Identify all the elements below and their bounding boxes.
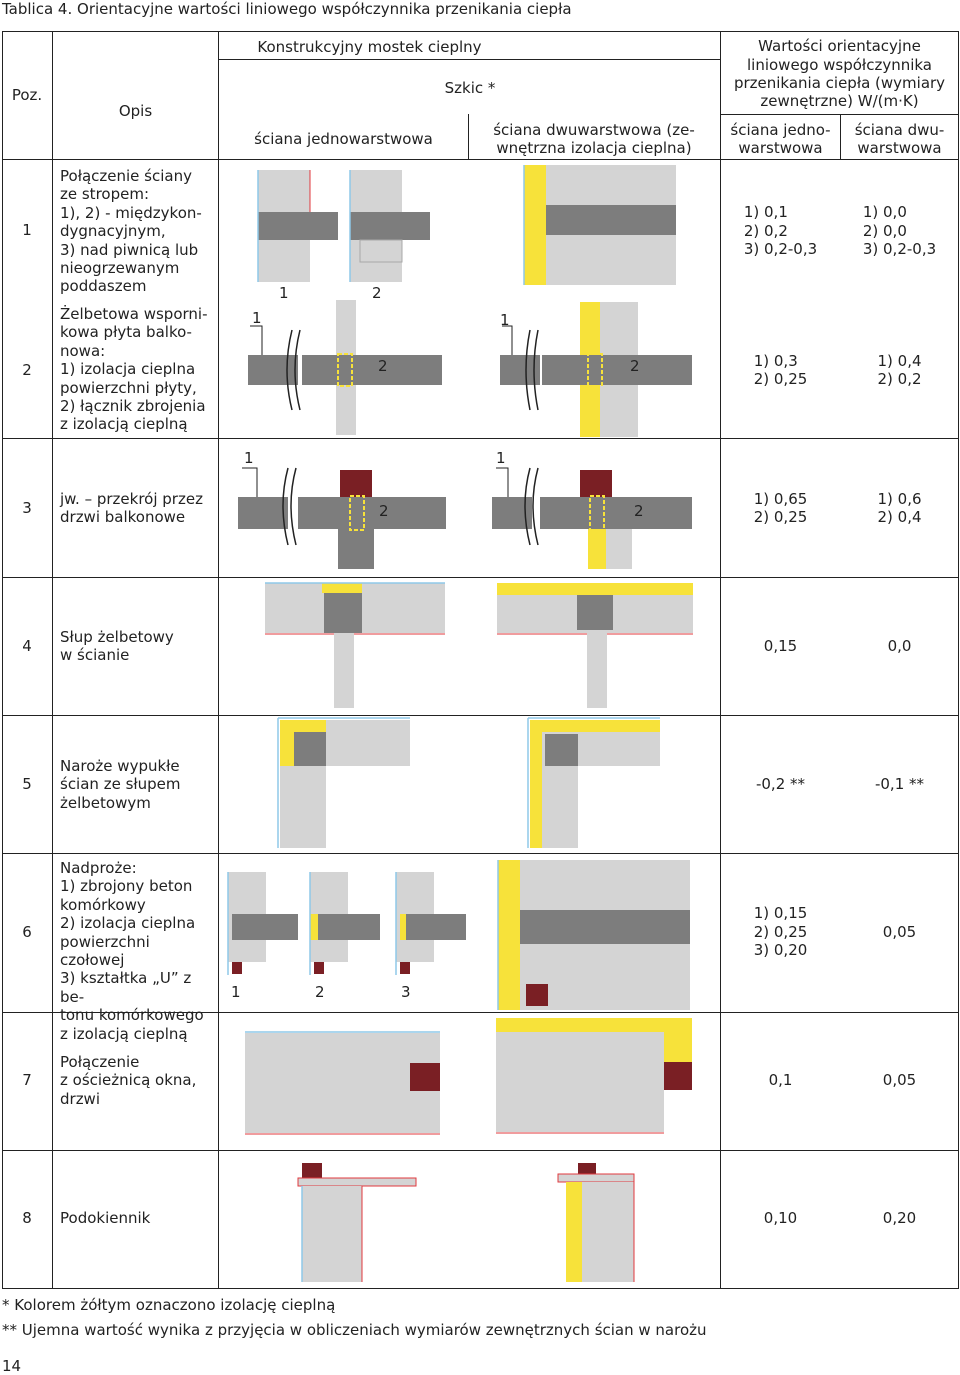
row-7-poz: 7 bbox=[22, 1070, 32, 1089]
header-sciana-dwu: ściana dwuwarstwowa (ze- wnętrzna izolacja cieplna) bbox=[493, 120, 695, 157]
row-8-value-dwu: 0,20 bbox=[882, 1208, 917, 1227]
sketch-label-1: 1 bbox=[244, 449, 254, 467]
footnote-2: ** Ujemna wartość wynika z przyjęcia w obliczeniach wymiarów zewnętrznych ścian w narożu bbox=[2, 1321, 707, 1339]
sketch-label-2: 2 bbox=[630, 357, 640, 375]
sketch-label-2: 2 bbox=[378, 357, 388, 375]
row-1-value-jedno: 1) 0,1 2) 0,2 3) 0,2-0,3 bbox=[743, 203, 818, 259]
row-7-value-jedno: 0,1 bbox=[768, 1070, 793, 1089]
sketch-row1-jedno-1 bbox=[258, 170, 338, 282]
row-4-opis: Słup żelbetowy w ścianie bbox=[60, 628, 174, 665]
sketch-row1-jedno-2 bbox=[350, 170, 430, 282]
row-4-value-jedno: 0,15 bbox=[763, 636, 798, 655]
header-val-jedno: ściana jedno- warstwowa bbox=[730, 120, 831, 157]
row-6-opis: Nadproże: 1) zbrojony beton komórkowy 2) izolacja cieplna powierzchni czołowej 3) kształtka „U” z be- tonu komórkowego z izolacją cieplną bbox=[60, 859, 204, 1043]
row-2-value-jedno: 1) 0,3 2) 0,25 bbox=[753, 351, 808, 388]
sketch-label-2: 2 bbox=[634, 502, 644, 520]
row-2-opis: Żelbetowa wsporni- kowa płyta balko- nowa: 1) izolacja cieplna powierzchni płyty, 2) łącznik zbrojenia z izolacją cieplną bbox=[60, 305, 208, 434]
row-6-value-jedno: 1) 0,15 2) 0,25 3) 0,20 bbox=[753, 904, 808, 960]
row-7-opis: Połączenie z ościeżnicą okna, drzwi bbox=[60, 1053, 197, 1108]
page-number: 14 bbox=[2, 1357, 22, 1375]
sketch-label-2: 2 bbox=[372, 284, 382, 302]
sketch-label-1: 1 bbox=[500, 311, 510, 329]
row-1-poz: 1 bbox=[22, 220, 32, 239]
header-wartosci: Wartości orientacyjne liniowego współczynnika przenikania ciepła (wymiary zewnętrzne) W/(m·K) bbox=[733, 37, 946, 111]
row-5-poz: 5 bbox=[22, 774, 32, 793]
sketch-row4-jedno bbox=[265, 583, 445, 708]
sketch-label-1: 1 bbox=[231, 983, 241, 1001]
sketch-label-3: 3 bbox=[401, 983, 411, 1001]
header-konstrukcyjny: Konstrukcyjny mostek cieplny bbox=[257, 37, 482, 56]
sketch-label-2: 2 bbox=[315, 983, 325, 1001]
row-4-poz: 4 bbox=[22, 636, 32, 655]
sketch-label-1: 1 bbox=[496, 449, 506, 467]
sketch-row6-dwu bbox=[498, 860, 690, 1010]
footnote-1: * Kolorem żółtym oznaczono izolację cieplną bbox=[2, 1296, 336, 1314]
row-3-poz: 3 bbox=[22, 498, 32, 517]
row-2-poz: 2 bbox=[22, 360, 32, 379]
row-8-poz: 8 bbox=[22, 1208, 32, 1227]
row-8-value-jedno: 0,10 bbox=[763, 1208, 798, 1227]
header-sciana-jedno: ściana jednowarstwowa bbox=[254, 129, 433, 148]
sketch-row8-dwu bbox=[558, 1163, 634, 1282]
sketch-label-2: 2 bbox=[379, 502, 389, 520]
row-8-opis: Podokiennik bbox=[60, 1209, 151, 1227]
sketch-row3-jedno bbox=[238, 468, 446, 569]
header-poz: Poz. bbox=[11, 85, 43, 104]
sketch-label-1: 1 bbox=[279, 284, 289, 302]
sketch-row6-jedno-2 bbox=[310, 872, 380, 975]
header-szkic: Szkic * bbox=[444, 78, 496, 97]
sketch-row2-jedno bbox=[248, 300, 442, 435]
row-3-opis: jw. – przekrój przez drzwi balkonowe bbox=[60, 490, 203, 527]
row-5-value-jedno: -0,2 ** bbox=[755, 774, 806, 793]
sketch-row7-dwu bbox=[496, 1018, 692, 1133]
row-6-value-dwu: 0,05 bbox=[882, 922, 917, 941]
sketch-row4-dwu bbox=[497, 583, 693, 708]
row-3-value-jedno: 1) 0,65 2) 0,25 bbox=[753, 489, 808, 526]
row-5-value-dwu: -0,1 ** bbox=[874, 774, 925, 793]
row-4-value-dwu: 0,0 bbox=[887, 636, 912, 655]
row-6-poz: 6 bbox=[22, 922, 32, 941]
sketch-row1-dwu bbox=[524, 165, 676, 285]
sketch-row3-dwu bbox=[492, 468, 692, 569]
sketch-row6-jedno-3 bbox=[396, 872, 466, 975]
row-1-opis: Połączenie ściany ze stropem: 1), 2) - międzykon- dygnacyjnym, 3) nad piwnicą lub nieogrzewanym poddaszem bbox=[60, 167, 202, 296]
table-caption: Tablica 4. Orientacyjne wartości liniowego współczynnika przenikania ciepła bbox=[2, 0, 572, 18]
sketch-row5-jedno bbox=[278, 718, 410, 848]
sketch-row2-dwu bbox=[500, 302, 692, 437]
sketch-row5-dwu bbox=[528, 718, 660, 848]
row-7-value-dwu: 0,05 bbox=[882, 1070, 917, 1089]
row-5-opis: Naroże wypukłe ścian ze słupem żelbetowym bbox=[60, 757, 181, 812]
row-2-value-dwu: 1) 0,4 2) 0,2 bbox=[877, 351, 922, 388]
sketch-row6-jedno-1 bbox=[228, 872, 298, 975]
sketch-row8-jedno bbox=[298, 1163, 416, 1282]
row-1-value-dwu: 1) 0,0 2) 0,0 3) 0,2-0,3 bbox=[862, 203, 937, 259]
row-3-value-dwu: 1) 0,6 2) 0,4 bbox=[877, 489, 922, 526]
header-val-dwu: ściana dwu- warstwowa bbox=[854, 120, 945, 157]
sketch-label-1: 1 bbox=[252, 309, 262, 327]
header-opis: Opis bbox=[118, 101, 153, 120]
sketch-row7-jedno bbox=[245, 1032, 440, 1134]
